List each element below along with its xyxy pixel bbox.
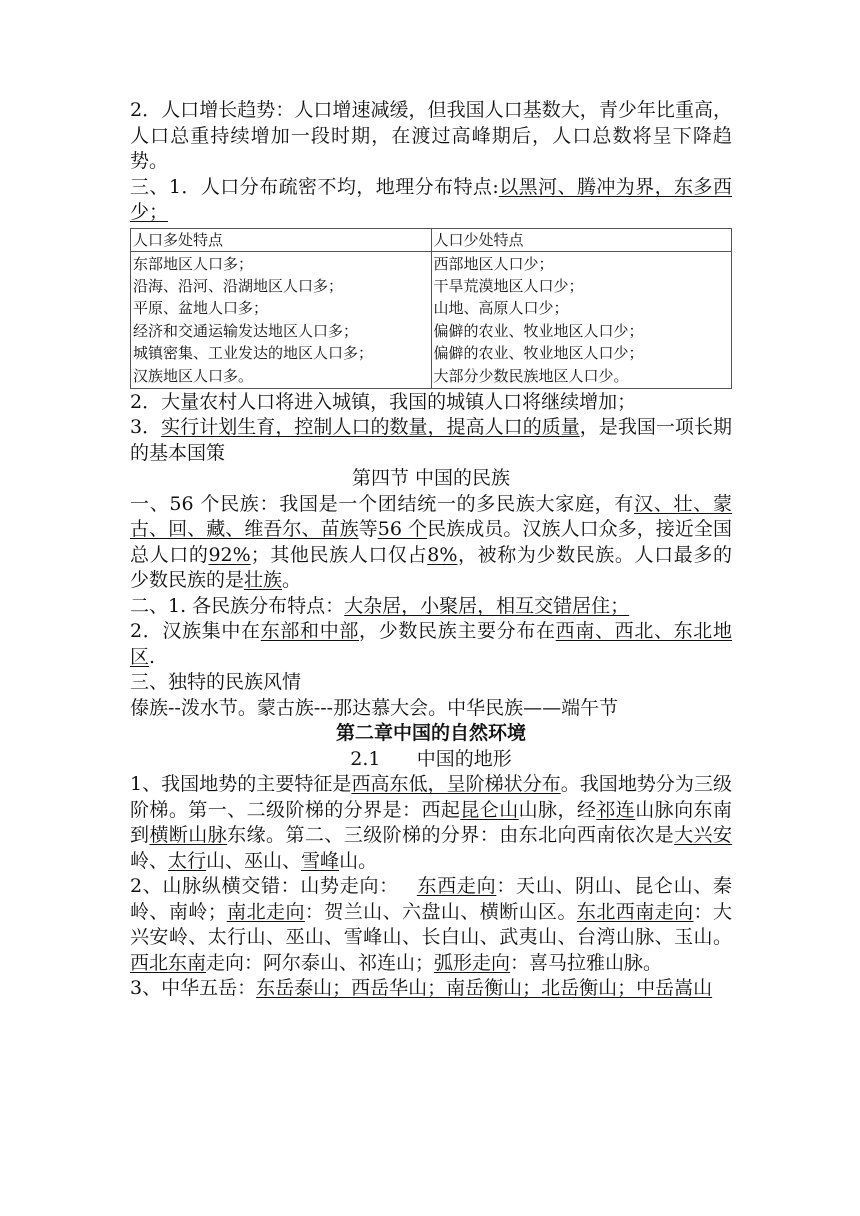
text: . [149, 645, 156, 668]
underlined-text: 东西走向 [416, 875, 497, 898]
population-table [130, 228, 732, 389]
list-item: 干旱荒漠地区人口少； [433, 276, 584, 295]
text: 岭、 [130, 849, 169, 872]
text: 2．汉族集中在 [130, 620, 261, 643]
text: 等 [358, 518, 378, 541]
underlined-text: 92% [208, 543, 251, 566]
text: ；其他民族人口仅占 [250, 543, 428, 566]
table-header-sparse: 人口少处特点 [431, 228, 732, 251]
paragraph-festivals: 傣族--泼水节。蒙古族---那达慕大会。中华民族——端午节 [130, 696, 619, 719]
table-cell-sparse [431, 251, 732, 388]
text: ：大兴安岭、太行山、巫山、雪峰山、长白山、武夷山、台湾山脉、玉山。 [130, 900, 732, 949]
table-header-row [131, 228, 732, 251]
text: 山脉向东南到 [130, 798, 732, 847]
underlined-text: 东岳泰山；西岳华山；南岳衡山；北岳衡山；中岳嵩山 [256, 977, 713, 1000]
underlined-text: 昆仑山 [460, 798, 519, 821]
paragraph-ethnic-groups [130, 492, 732, 594]
paragraph-five-mountains [130, 976, 732, 1002]
table-cell-dense [131, 251, 432, 388]
underlined-text: 东部和中部 [260, 620, 360, 643]
text: ，被称为少数民族。人口最多的少数民族的是 [130, 543, 732, 592]
document-page [130, 98, 732, 1002]
text: 民族成员。汉族人口众多，接近全国总人口的 [130, 518, 732, 566]
chapter-title: 第二章中国的自然环境 [335, 722, 526, 745]
text: ，少数民族主要分布在 [359, 620, 556, 643]
underlined-text: 南北走向 [226, 900, 305, 923]
list-item: 沿海、沿河、沿湖地区人口多； [133, 276, 344, 295]
paragraph-han-distribution [130, 619, 732, 670]
list-item: 山地、高原人口少； [433, 299, 569, 318]
underlined-text: 西高东低，呈阶梯状分布 [351, 773, 561, 796]
underlined-text: 56 个 [377, 518, 428, 541]
underlined-text: 横断山脉 [149, 824, 228, 847]
underlined-text: 以黑河、腾冲为界，东多西少； [130, 175, 732, 223]
text: 。 [282, 569, 302, 592]
underlined-text: 祁连 [596, 798, 636, 821]
list-item: 汉族地区人口多。 [133, 366, 254, 385]
list-item: 大部分少数民族地区人口少。 [433, 366, 629, 385]
paragraph-population-distribution [130, 175, 732, 226]
underlined-text: 8% [427, 543, 458, 566]
paragraph-customs-heading: 三、独特的民族风情 [130, 671, 302, 694]
underlined-text: 西北东南 [130, 951, 207, 974]
paragraph-urbanization: 2．大量农村人口将进入城镇，我国的城镇人口将继续增加； [130, 390, 637, 413]
text: 三、1．人口分布疏密不均，地理分布特点: [130, 175, 499, 198]
text: 山。 [339, 849, 378, 872]
text: ：天山、阴山、昆仑山、秦岭、南岭； [130, 875, 732, 923]
paragraph-terrain [130, 772, 732, 874]
underlined-text: 雪峰 [301, 849, 340, 872]
table-header-dense: 人口多处特点 [131, 228, 432, 251]
text: ：贺兰山、六盘山、横断山区。 [304, 900, 577, 923]
text: 山、巫山、 [206, 849, 302, 872]
section-title: 第四节 中国的民族 [351, 467, 511, 490]
list-item: 偏僻的农业、牧业地区人口少； [433, 321, 644, 340]
paragraph-population-trend: 2．人口增长趋势：人口增速减缓，但我国人口基数大，青少年比重高，人口总重持续增加一段时期，在渡过高峰期后，人口总数将呈下降趋势。 [130, 99, 732, 172]
paragraph-family-planning [130, 415, 732, 466]
underlined-text: 大兴安 [674, 824, 732, 847]
text: 山脉，经 [518, 798, 597, 821]
underlined-text: 太行 [168, 849, 207, 872]
underlined-text: 壮族 [244, 569, 283, 592]
list-item: 城镇密集、工业发达的地区人口多； [133, 344, 374, 363]
paragraph-mountain-ranges [130, 874, 732, 976]
list-item: 偏僻的农业、牧业地区人口少； [433, 344, 644, 363]
text: 3． [130, 416, 162, 439]
text: 一、56 个民族：我国是一个团结统一的多民族大家庭，有 [130, 492, 635, 515]
paragraph-distribution-features [130, 594, 732, 620]
list-item: 西部地区人口少； [433, 254, 554, 273]
text: ：喜马拉雅山脉。 [510, 951, 663, 974]
list-item: 经济和交通运输发达地区人口多； [133, 321, 359, 340]
underlined-text: 弧形走向 [434, 951, 511, 974]
chapter-subtitle: 2.1 中国的地形 [350, 747, 512, 770]
list-item: 东部地区人口多； [133, 254, 254, 273]
underlined-text: 实行计划生育，控制人口的数量，提高人口的质量 [161, 416, 580, 439]
underlined-text: 汉、壮、蒙古、回、藏、维吾尔、苗族 [130, 492, 732, 541]
text: 3、中华五岳： [130, 977, 257, 1000]
underlined-text: 西南、西北、东北地区 [130, 620, 732, 668]
table-row [131, 251, 732, 388]
list-item: 平原、盆地人口多； [133, 299, 269, 318]
underlined-text: 东北西南走向 [576, 900, 694, 923]
underlined-text: 大杂居，小聚居，相互交错居住； [344, 594, 630, 617]
text: 2、山脉纵横交错：山势走向： [130, 875, 399, 898]
text: 东缘。第二、三级阶梯的分界：由东北向西南依次是 [227, 824, 675, 847]
text: 二、1. 各民族分布特点： [130, 594, 345, 617]
text: 。我国地势分为三级阶梯。第一、二级阶梯的分界是：西起 [130, 773, 732, 821]
text: 1、我国地势的主要特征是 [130, 773, 352, 796]
text: ，是我国一项长期的基本国策 [130, 416, 732, 464]
text: 走向：阿尔泰山、祁连山； [206, 951, 435, 974]
